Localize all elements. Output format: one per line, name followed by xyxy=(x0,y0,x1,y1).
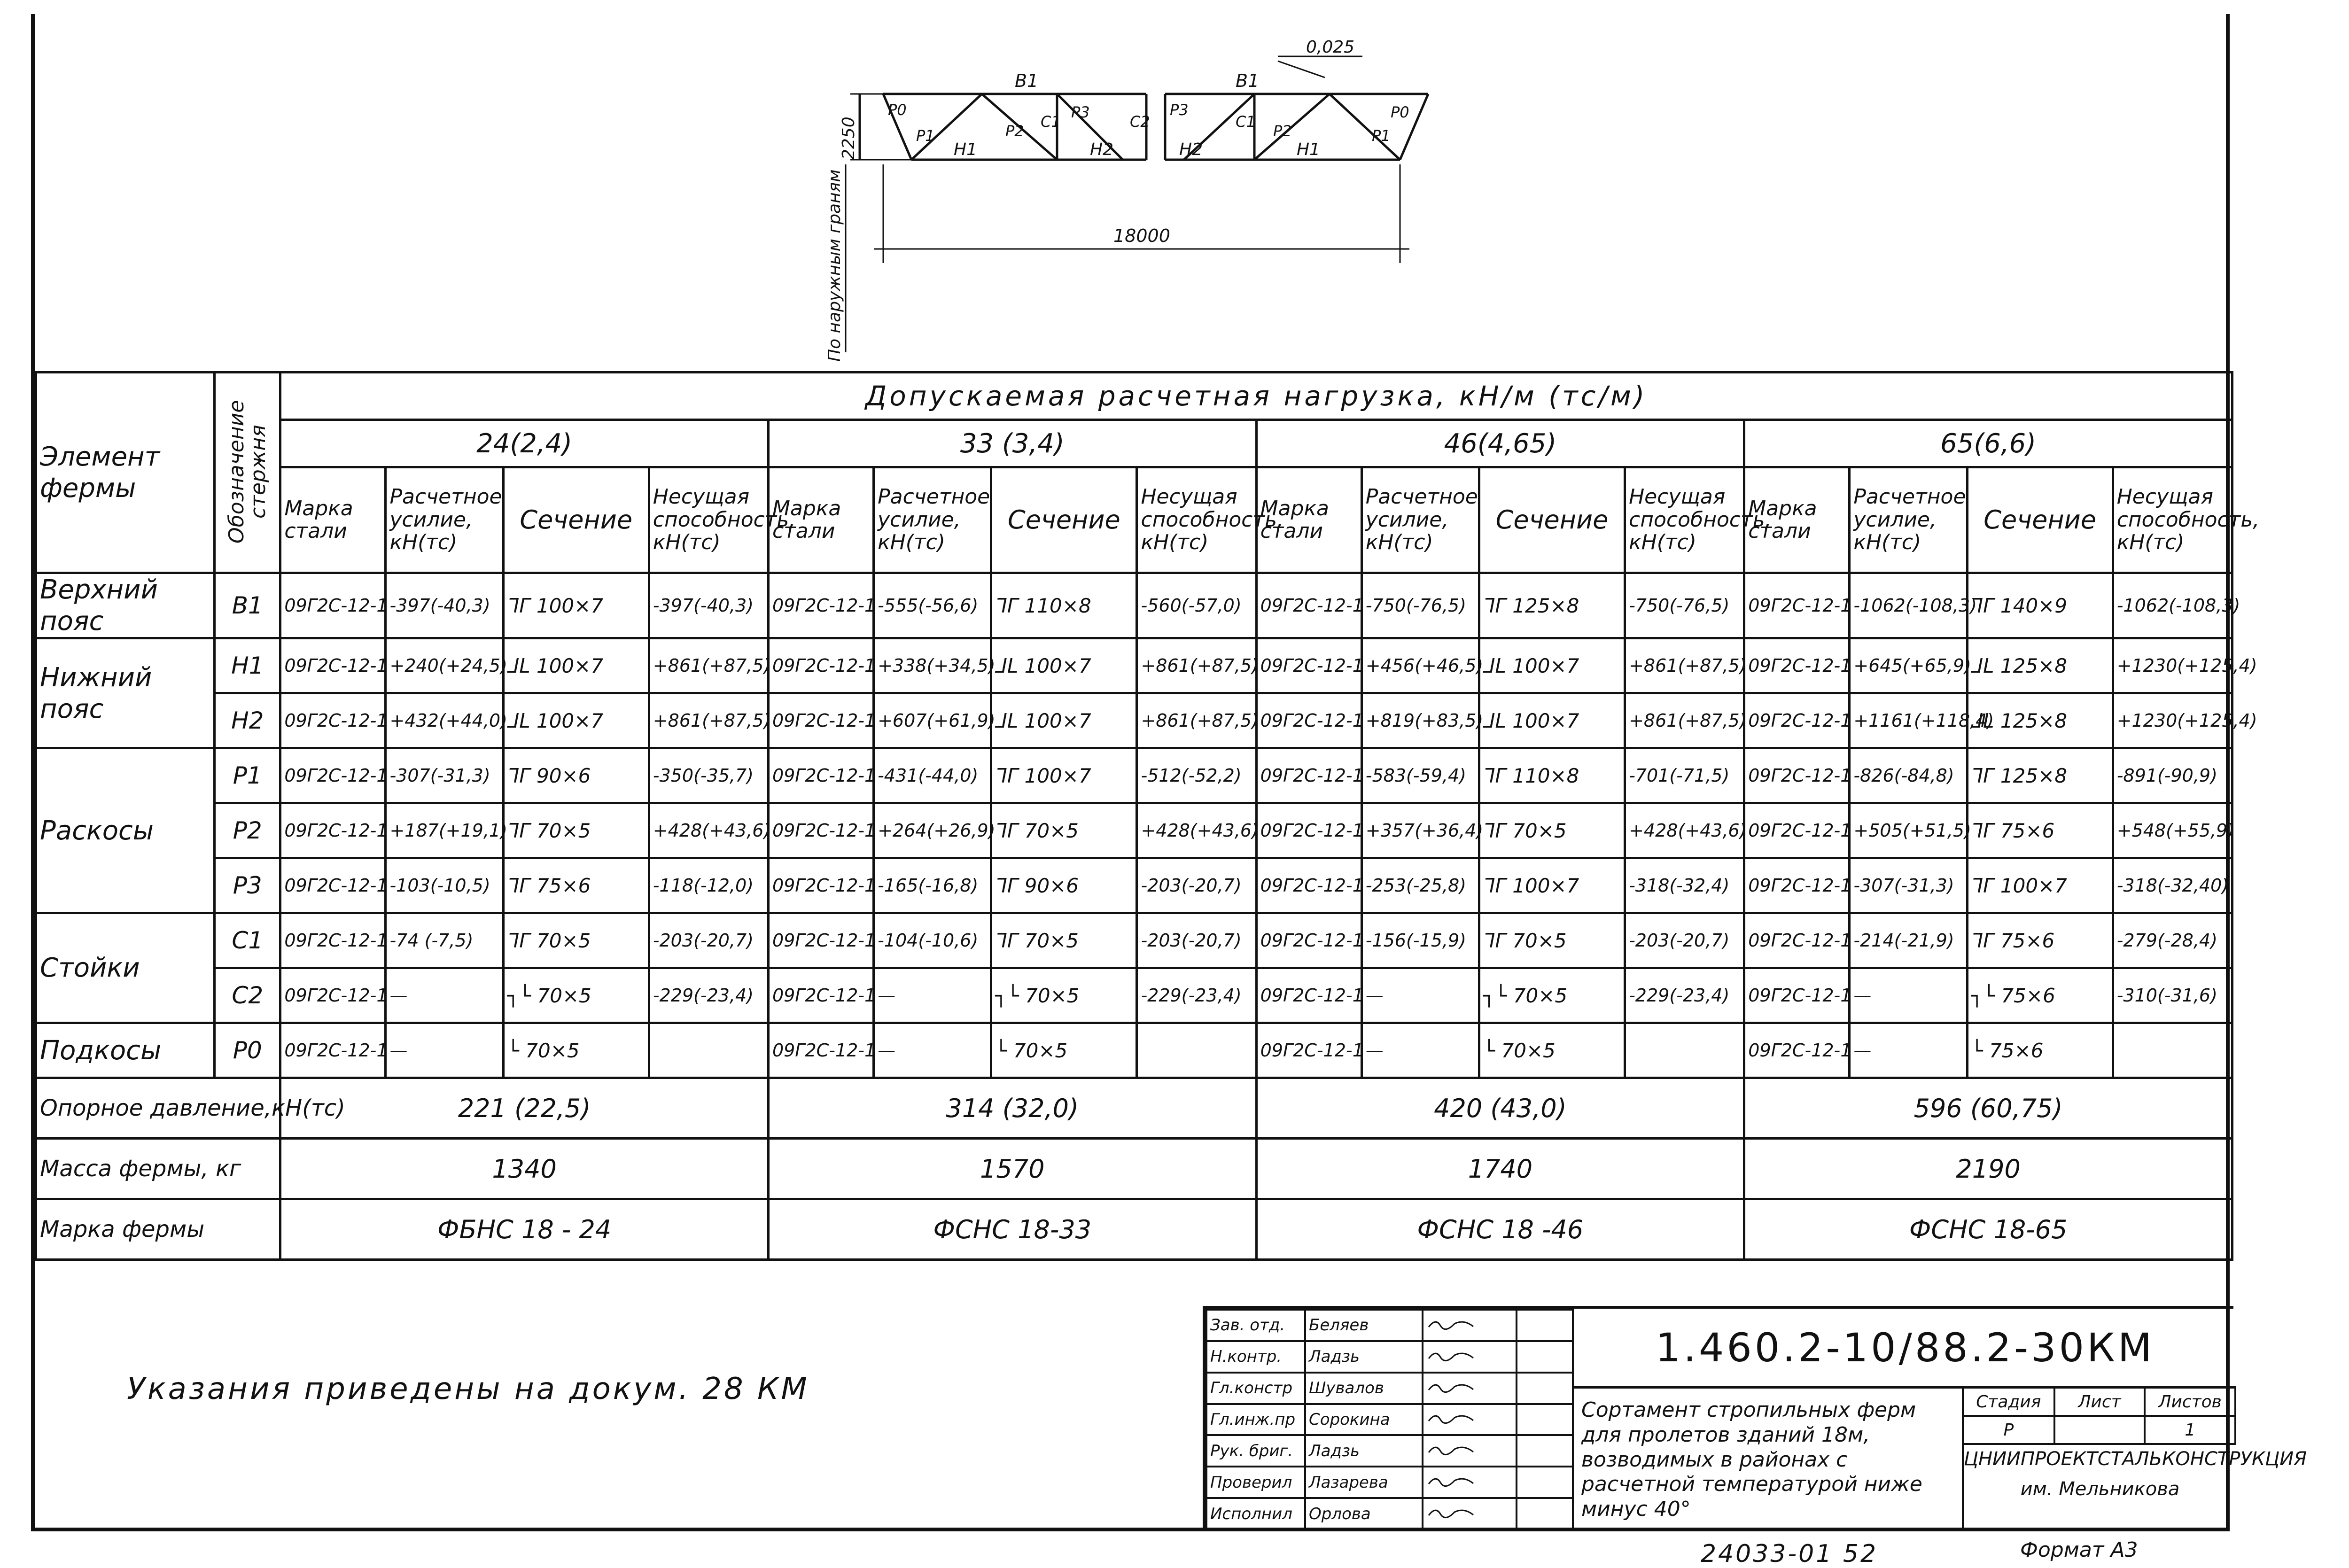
signature-row xyxy=(1206,1404,1573,1436)
stage-block xyxy=(1962,1389,2307,1530)
column-header: Марка стали xyxy=(280,467,386,573)
table-cell: 09Г2С-12-1 xyxy=(1256,1023,1361,1078)
table-cell: └ 70×5 xyxy=(991,1023,1137,1078)
table-row xyxy=(36,1023,2232,1078)
table-cell: ᒣᒥ 100×7 xyxy=(1967,858,2113,913)
table-cell: — xyxy=(386,1023,503,1078)
rod-id: Н2 xyxy=(215,693,280,748)
table-cell: 09Г2С-12-1 xyxy=(1744,638,1850,693)
header-row-3 xyxy=(36,467,2232,573)
header-rod xyxy=(215,373,280,573)
column-header: Сечение xyxy=(503,467,649,573)
archive-number: 24033-01 52 xyxy=(1701,1540,1878,1568)
table-cell: -512(-52,2) xyxy=(1137,748,1256,803)
element-name: Подкосы xyxy=(36,1023,215,1078)
table-cell: 09Г2С-12-1 xyxy=(280,748,386,803)
rod-id: С1 xyxy=(215,913,280,968)
truss-assortment-table xyxy=(35,371,2260,1261)
date-cell xyxy=(1517,1341,1573,1373)
table-cell: +505(+51,5) xyxy=(1850,803,1967,858)
table-cell: ᒣᒥ 100×7 xyxy=(1479,858,1625,913)
organization-subname: им. Мельникова xyxy=(2020,1478,2180,1500)
table-cell: -397(-40,3) xyxy=(649,573,768,638)
person-name: Орлова xyxy=(1305,1498,1423,1529)
table-row xyxy=(36,968,2232,1023)
table-cell: +456(+46,5) xyxy=(1361,638,1479,693)
column-header: Несущая способность, кН(тс) xyxy=(1137,467,1256,573)
signature-row xyxy=(1206,1467,1573,1498)
table-cell: ᒣᒥ 70×5 xyxy=(991,803,1137,858)
table-cell: -701(-71,5) xyxy=(1625,748,1744,803)
table-cell: └ 70×5 xyxy=(503,1023,649,1078)
table-cell: 09Г2С-12-1 xyxy=(768,803,873,858)
sketch-p1-right: Р1 xyxy=(1372,127,1391,145)
rod-id: В1 xyxy=(215,573,280,638)
table-cell: -560(-57,0) xyxy=(1137,573,1256,638)
person-name: Шувалов xyxy=(1305,1373,1423,1404)
table-cell: 09Г2С-12-1 xyxy=(280,803,386,858)
summary-value: 1740 xyxy=(1256,1139,1744,1199)
summary-value: ФСНС 18 -46 xyxy=(1256,1199,1744,1260)
table-cell: -279(-28,4) xyxy=(2113,913,2232,968)
column-header: Сечение xyxy=(991,467,1137,573)
summary-value: 1340 xyxy=(280,1139,769,1199)
table-cell: -214(-21,9) xyxy=(1850,913,1967,968)
table-cell: ᒧᒪ 100×7 xyxy=(1479,638,1625,693)
signature xyxy=(1423,1435,1517,1467)
role: Гл.констр xyxy=(1206,1373,1305,1404)
column-header: Расчетное усилие, кН(тс) xyxy=(1361,467,1479,573)
table-cell: -253(-25,8) xyxy=(1361,858,1479,913)
table-cell: ┐└ 70×5 xyxy=(1479,968,1625,1023)
signature-mark xyxy=(1426,1472,1483,1488)
table-cell: -397(-40,3) xyxy=(386,573,503,638)
sheets-label: Листов xyxy=(2145,1389,2235,1416)
table-cell: 09Г2С-12-1 xyxy=(280,638,386,693)
person-name: Беляев xyxy=(1305,1310,1423,1341)
signature xyxy=(1423,1310,1517,1341)
summary-value: 2190 xyxy=(1744,1139,2232,1199)
date-cell xyxy=(1517,1467,1573,1498)
table-cell: -350(-35,7) xyxy=(649,748,768,803)
table-cell: -156(-15,9) xyxy=(1361,913,1479,968)
table-cell: 09Г2С-12-1 xyxy=(280,913,386,968)
summary-value: ФСНС 18-33 xyxy=(768,1199,1256,1260)
table-cell: ᒣᒥ 70×5 xyxy=(503,913,649,968)
header-load: Допускаемая расчетная нагрузка, кН/м (тс/м) xyxy=(280,373,2232,420)
table-cell: -229(-23,4) xyxy=(1137,968,1256,1023)
table-cell: +548(+55,9) xyxy=(2113,803,2232,858)
table-cell: 09Г2С-12-1 xyxy=(1744,968,1850,1023)
table-cell: 09Г2С-12-1 xyxy=(1744,573,1850,638)
column-header: Несущая способность, кН(тс) xyxy=(1625,467,1744,573)
role: Исполнил xyxy=(1206,1498,1305,1529)
table-cell: -118(-12,0) xyxy=(649,858,768,913)
table-cell: -103(-10,5) xyxy=(386,858,503,913)
rod-id: Р1 xyxy=(215,748,280,803)
header-rod-label: Обозначение стержня xyxy=(224,400,270,543)
table-cell: 09Г2С-12-1 xyxy=(1256,573,1361,638)
table-cell: -891(-90,9) xyxy=(2113,748,2232,803)
table-cell: ᒣᒥ 75×6 xyxy=(1967,913,2113,968)
table-cell: 09Г2С-12-1 xyxy=(1256,913,1361,968)
role: Гл.инж.пр xyxy=(1206,1404,1305,1436)
sketch-top-chord-left: В1 xyxy=(1015,70,1039,91)
table-row xyxy=(36,748,2232,803)
stage-label: Стадия xyxy=(1964,1389,2054,1416)
table-cell: ᒣᒥ 90×6 xyxy=(991,858,1137,913)
table-cell: +645(+65,9) xyxy=(1850,638,1967,693)
rod-id: Р2 xyxy=(215,803,280,858)
table-cell: +861(+87,5) xyxy=(1137,638,1256,693)
role: Рук. бриг. xyxy=(1206,1435,1305,1467)
table-cell: -307(-31,3) xyxy=(386,748,503,803)
table-cell: +338(+34,5) xyxy=(874,638,991,693)
table-cell: +1161(+118,4) xyxy=(1850,693,1967,748)
signature xyxy=(1423,1341,1517,1373)
sketch-span-dim: 18000 xyxy=(1113,225,1170,246)
sketch-c1-left: С1 xyxy=(1041,113,1061,131)
table-cell: └ 75×6 xyxy=(1967,1023,2113,1078)
summary-label: Марка фермы xyxy=(36,1199,280,1260)
document-title: Сортамент стропильных ферм для пролетов зданий 18м, возводимых в районах с расчетной температурой ниже минус 40° xyxy=(1572,1389,1962,1530)
signature-mark xyxy=(1426,1347,1483,1363)
sketch-top-chord-right: В1 xyxy=(1236,70,1260,91)
table-cell: 09Г2С-12-1 xyxy=(1744,693,1850,748)
signature-row xyxy=(1206,1310,1573,1341)
table-cell: -229(-23,4) xyxy=(1625,968,1744,1023)
table-cell: +607(+61,9) xyxy=(874,693,991,748)
table-cell: ᒣᒥ 75×6 xyxy=(1967,803,2113,858)
table-cell: 09Г2С-12-1 xyxy=(1256,803,1361,858)
role: Н.контр. xyxy=(1206,1341,1305,1373)
table-cell: -203(-20,7) xyxy=(1137,913,1256,968)
table-cell: — xyxy=(874,968,991,1023)
table-cell: 09Г2С-12-1 xyxy=(768,748,873,803)
table-cell: 09Г2С-12-1 xyxy=(1256,858,1361,913)
table-cell: +1230(+125,4) xyxy=(2113,693,2232,748)
summary-value: ФБНС 18 - 24 xyxy=(280,1199,769,1260)
signature-row xyxy=(1206,1341,1573,1373)
table-cell: 09Г2С-12-1 xyxy=(1744,748,1850,803)
rod-id: Н1 xyxy=(215,638,280,693)
sketch-p2-right: Р2 xyxy=(1273,122,1292,140)
header-row-1 xyxy=(36,373,2232,420)
table-cell: 09Г2С-12-1 xyxy=(768,968,873,1023)
summary-value: 596 (60,75) xyxy=(1744,1078,2232,1139)
signature-mark xyxy=(1426,1409,1483,1425)
table-cell: +187(+19,1) xyxy=(386,803,503,858)
table-row xyxy=(36,693,2232,748)
column-header: Сечение xyxy=(1479,467,1625,573)
column-header: Сечение xyxy=(1967,467,2113,573)
summary-value: 420 (43,0) xyxy=(1256,1078,1744,1139)
sketch-h1-right: Н1 xyxy=(1297,140,1320,159)
summary-label: Масса фермы, кг xyxy=(36,1139,280,1199)
column-header: Марка стали xyxy=(1256,467,1361,573)
table-cell: ᒣᒥ 70×5 xyxy=(1479,913,1625,968)
sheet-format: Формат А3 xyxy=(2020,1538,2138,1562)
table-cell xyxy=(649,1023,768,1078)
sketch-h2-right: Н2 xyxy=(1179,140,1203,159)
table-cell: ᒣᒥ 110×8 xyxy=(1479,748,1625,803)
table-cell: 09Г2С-12-1 xyxy=(768,913,873,968)
table-cell: ᒣᒥ 75×6 xyxy=(503,858,649,913)
table-cell: +428(+43,6) xyxy=(649,803,768,858)
table-cell: -74 (-7,5) xyxy=(386,913,503,968)
table-cell: ᒣᒥ 100×7 xyxy=(991,748,1137,803)
column-header: Расчетное усилие, кН(тс) xyxy=(386,467,503,573)
sketch-h1-left: Н1 xyxy=(954,140,977,159)
signature-mark xyxy=(1426,1504,1483,1520)
person-name: Ладзь xyxy=(1305,1341,1423,1373)
signature-mark xyxy=(1426,1378,1483,1394)
table-cell: -826(-84,8) xyxy=(1850,748,1967,803)
table-cell: ᒣᒥ 90×6 xyxy=(503,748,649,803)
table-cell: -203(-20,7) xyxy=(1137,858,1256,913)
note-text: Указания приведены на докум. 28 КМ xyxy=(127,1372,809,1406)
sketch-p1-left: Р1 xyxy=(916,127,935,145)
sketch-p0-right: Р0 xyxy=(1391,103,1409,121)
summary-row xyxy=(36,1078,2232,1139)
sketch-p2-left: Р2 xyxy=(1005,122,1024,140)
column-header: Марка стали xyxy=(768,467,873,573)
table-cell xyxy=(2113,1023,2232,1078)
summary-value: 221 (22,5) xyxy=(280,1078,769,1139)
table-cell: 09Г2С-12-1 xyxy=(280,968,386,1023)
title-block xyxy=(1203,1306,2307,1530)
table-cell: ᒣᒥ 110×8 xyxy=(991,573,1137,638)
header-row-2 xyxy=(36,420,2232,467)
sketch-p3-left: Р3 xyxy=(1071,103,1090,121)
column-header: Расчетное усилие, кН(тс) xyxy=(874,467,991,573)
table-cell: ┐└ 75×6 xyxy=(1967,968,2113,1023)
signature xyxy=(1423,1404,1517,1436)
signature xyxy=(1423,1373,1517,1404)
table-cell: 09Г2С-12-1 xyxy=(1256,968,1361,1023)
table-cell: -1062(-108,3) xyxy=(1850,573,1967,638)
table-cell: ┐└ 70×5 xyxy=(991,968,1137,1023)
table-cell: ᒧᒪ 100×7 xyxy=(991,638,1137,693)
summary-value: 314 (32,0) xyxy=(768,1078,1256,1139)
header-element: Элемент фермы xyxy=(36,373,215,573)
role: Зав. отд. xyxy=(1206,1310,1305,1341)
element-name: Раскосы xyxy=(36,748,215,913)
date-cell xyxy=(1517,1404,1573,1436)
table-cell: +861(+87,5) xyxy=(1625,693,1744,748)
table-cell: -203(-20,7) xyxy=(1625,913,1744,968)
table-cell: ᒣᒥ 70×5 xyxy=(503,803,649,858)
table-cell: +861(+87,5) xyxy=(649,693,768,748)
element-name: Стойки xyxy=(36,913,215,1023)
table-cell: 09Г2С-12-1 xyxy=(768,693,873,748)
table-cell: ᒧᒪ 100×7 xyxy=(991,693,1137,748)
sheet-label: Лист xyxy=(2054,1389,2145,1416)
signature-mark xyxy=(1426,1315,1483,1331)
signature xyxy=(1423,1467,1517,1498)
table-cell: 09Г2С-12-1 xyxy=(1744,913,1850,968)
table-cell: — xyxy=(386,968,503,1023)
signature-mark xyxy=(1426,1441,1483,1457)
table-cell: — xyxy=(1361,968,1479,1023)
column-header: Расчетное усилие, кН(тс) xyxy=(1850,467,1967,573)
column-header: Несущая способность, кН(тс) xyxy=(2113,467,2232,573)
person-name: Лазарева xyxy=(1305,1467,1423,1498)
table-cell: ᒧᒪ 125×8 xyxy=(1967,638,2113,693)
table-cell: -310(-31,6) xyxy=(2113,968,2232,1023)
table-cell: +264(+26,9) xyxy=(874,803,991,858)
table-cell xyxy=(1137,1023,1256,1078)
signature-row xyxy=(1206,1498,1573,1529)
table-cell xyxy=(1625,1023,1744,1078)
table-cell: +428(+43,6) xyxy=(1137,803,1256,858)
person-name: Сорокина xyxy=(1305,1404,1423,1436)
table-cell: ᒣᒥ 140×9 xyxy=(1967,573,2113,638)
column-header: Марка стали xyxy=(1744,467,1850,573)
sketch-c2-left: С2 xyxy=(1130,113,1150,131)
summary-label: Опорное давление,кН(тс) xyxy=(36,1078,280,1139)
role: Проверил xyxy=(1206,1467,1305,1498)
sketch-p3-right: Р3 xyxy=(1170,101,1189,119)
load-group: 46(4,65) xyxy=(1256,420,1744,467)
table-cell: 09Г2С-12-1 xyxy=(280,573,386,638)
table-cell: -318(-32,4) xyxy=(1625,858,1744,913)
table-row xyxy=(36,803,2232,858)
sketch-c1-right: С1 xyxy=(1236,113,1256,131)
table-cell: -555(-56,6) xyxy=(874,573,991,638)
table-row xyxy=(36,913,2232,968)
table-cell: — xyxy=(1850,1023,1967,1078)
document-code: 1.460.2-10/88.2-30КМ xyxy=(1572,1309,2236,1389)
table-cell: ᒧᒪ 100×7 xyxy=(503,638,649,693)
table-cell: -165(-16,8) xyxy=(874,858,991,913)
signature xyxy=(1423,1498,1517,1529)
table-cell: — xyxy=(1361,1023,1479,1078)
table-cell: ᒣᒥ 70×5 xyxy=(991,913,1137,968)
table-cell: 09Г2С-12-1 xyxy=(1256,693,1361,748)
date-cell xyxy=(1517,1310,1573,1341)
organization-name: ЦНИИПРОЕКТСТАЛЬКОНСТРУКЦИЯ xyxy=(1964,1448,2307,1470)
table-cell: 09Г2С-12-1 xyxy=(768,573,873,638)
table-cell: -104(-10,6) xyxy=(874,913,991,968)
truss-sketch xyxy=(733,23,1438,362)
sketch-height-dim: 2250 xyxy=(839,116,858,160)
date-cell xyxy=(1517,1435,1573,1467)
table-cell: └ 70×5 xyxy=(1479,1023,1625,1078)
table-cell: ᒣᒥ 100×7 xyxy=(503,573,649,638)
rod-id: Р3 xyxy=(215,858,280,913)
load-group: 24(2,4) xyxy=(280,420,769,467)
table-cell: 09Г2С-12-1 xyxy=(1256,748,1361,803)
table-cell: — xyxy=(874,1023,991,1078)
table-cell: 09Г2С-12-1 xyxy=(768,638,873,693)
sheets-value: 1 xyxy=(2145,1416,2235,1444)
date-cell xyxy=(1517,1373,1573,1404)
stage-value: Р xyxy=(1964,1416,2054,1444)
rod-id: Р0 xyxy=(215,1023,280,1078)
table-cell: +1230(+125,4) xyxy=(2113,638,2232,693)
date-cell xyxy=(1517,1498,1573,1529)
summary-value: 1570 xyxy=(768,1139,1256,1199)
table-cell: -750(-76,5) xyxy=(1625,573,1744,638)
person-name: Ладзь xyxy=(1305,1435,1423,1467)
title-block-signatures xyxy=(1206,1309,1574,1530)
table-cell: 09Г2С-12-1 xyxy=(1256,638,1361,693)
table-cell: -318(-32,40) xyxy=(2113,858,2232,913)
load-group: 65(6,6) xyxy=(1744,420,2232,467)
table-cell: 09Г2С-12-1 xyxy=(280,693,386,748)
table-cell: 09Г2С-12-1 xyxy=(1744,803,1850,858)
summary-row xyxy=(36,1139,2232,1199)
signature-row xyxy=(1206,1373,1573,1404)
summary-row xyxy=(36,1199,2232,1260)
sheet-value xyxy=(2054,1416,2145,1444)
table-cell: +819(+83,5) xyxy=(1361,693,1479,748)
table-cell: ᒧᒪ 125×8 xyxy=(1967,693,2113,748)
table-cell: +357(+36,4) xyxy=(1361,803,1479,858)
sketch-p0-left: Р0 xyxy=(888,101,907,119)
table-cell: 09Г2С-12-1 xyxy=(280,858,386,913)
table-cell: +428(+43,6) xyxy=(1625,803,1744,858)
table-row xyxy=(36,573,2232,638)
sketch-edge-note: По наружным граням xyxy=(825,169,844,362)
table-cell: ᒧᒪ 100×7 xyxy=(1479,693,1625,748)
table-cell: -307(-31,3) xyxy=(1850,858,1967,913)
column-header: Несущая способность, кН(тс) xyxy=(649,467,768,573)
table-cell: -203(-20,7) xyxy=(649,913,768,968)
table-row xyxy=(36,858,2232,913)
table-cell: -750(-76,5) xyxy=(1361,573,1479,638)
table-cell: -229(-23,4) xyxy=(649,968,768,1023)
element-name: Нижний пояс xyxy=(36,638,215,748)
table-cell: 09Г2С-12-1 xyxy=(768,1023,873,1078)
load-group: 33 (3,4) xyxy=(768,420,1256,467)
element-name: Верхний пояс xyxy=(36,573,215,638)
table-cell: ┐└ 70×5 xyxy=(503,968,649,1023)
organization xyxy=(1964,1444,2307,1504)
sketch-slope: 0,025 xyxy=(1306,38,1355,57)
rod-id: С2 xyxy=(215,968,280,1023)
table-cell: +861(+87,5) xyxy=(1625,638,1744,693)
sketch-h2-left: Н2 xyxy=(1090,140,1113,159)
table-cell: +861(+87,5) xyxy=(1137,693,1256,748)
summary-value: ФСНС 18-65 xyxy=(1744,1199,2232,1260)
table-cell: +240(+24,5) xyxy=(386,638,503,693)
table-cell: 09Г2С-12-1 xyxy=(768,858,873,913)
table-cell: ᒧᒪ 100×7 xyxy=(503,693,649,748)
table-cell: -1062(-108,3) xyxy=(2113,573,2232,638)
table-row xyxy=(36,638,2232,693)
table-cell: 09Г2С-12-1 xyxy=(1744,858,1850,913)
table-cell: ᒣᒥ 70×5 xyxy=(1479,803,1625,858)
table-cell: +432(+44,0) xyxy=(386,693,503,748)
table-cell: -583(-59,4) xyxy=(1361,748,1479,803)
table-cell: ᒣᒥ 125×8 xyxy=(1479,573,1625,638)
table-cell: — xyxy=(1850,968,1967,1023)
signature-row xyxy=(1206,1435,1573,1467)
table-cell: ᒣᒥ 125×8 xyxy=(1967,748,2113,803)
table-cell: 09Г2С-12-1 xyxy=(280,1023,386,1078)
table-cell: -431(-44,0) xyxy=(874,748,991,803)
table-cell: +861(+87,5) xyxy=(649,638,768,693)
table-cell: 09Г2С-12-1 xyxy=(1744,1023,1850,1078)
